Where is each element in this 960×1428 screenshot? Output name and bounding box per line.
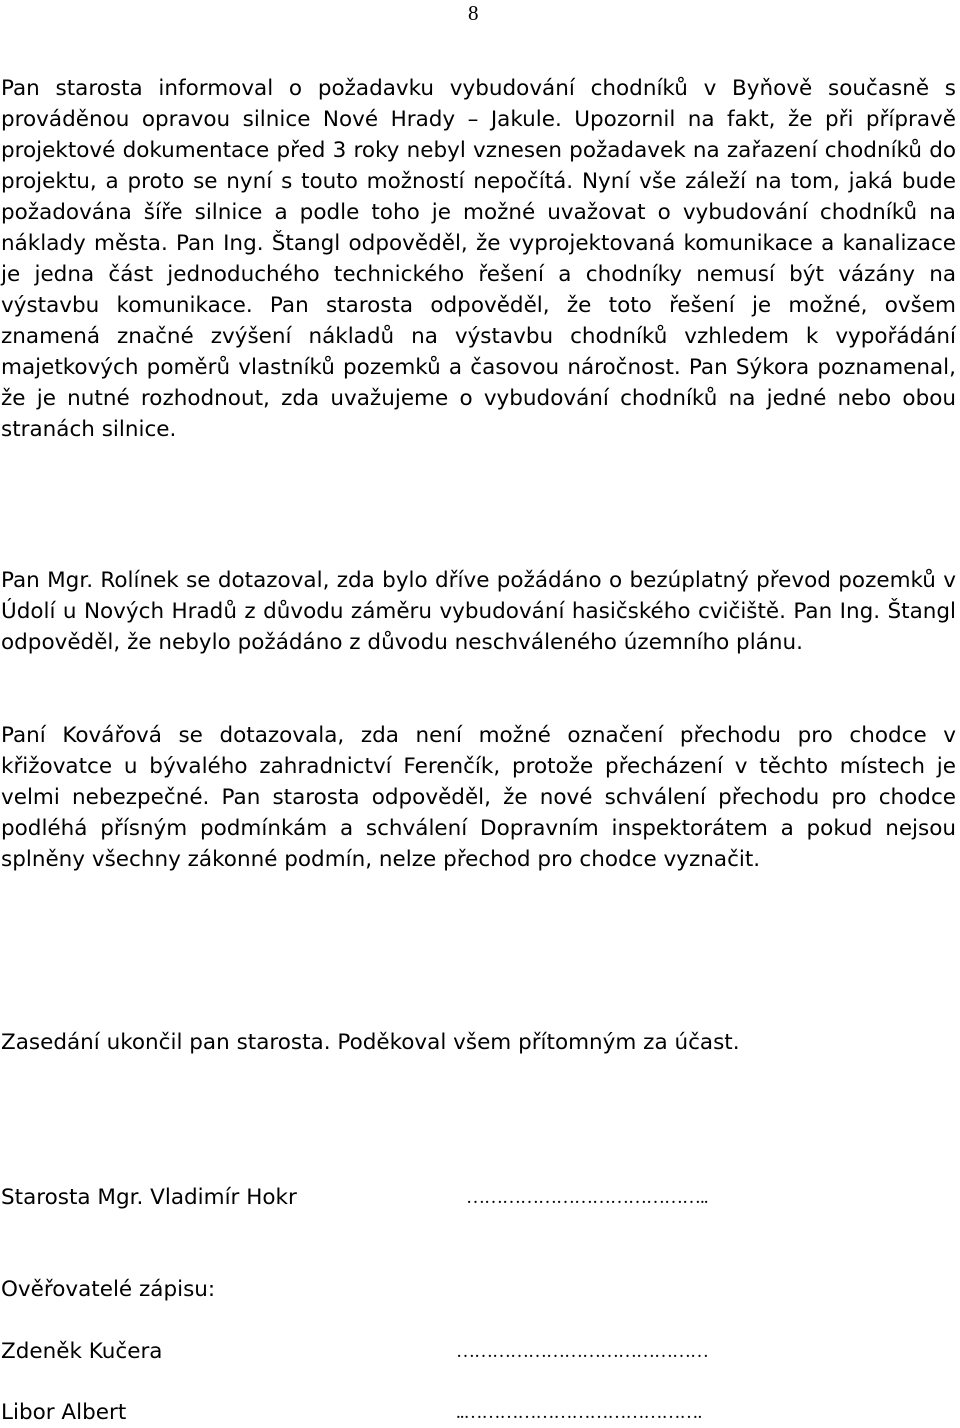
- page-number: 8: [468, 1, 479, 25]
- verifier-name-2: Libor Albert: [1, 1400, 127, 1425]
- verifiers-heading: Ověřovatelé zápisu:: [1, 1277, 216, 1302]
- verifier-name-1: Zdeněk Kučera: [1, 1339, 163, 1364]
- paragraph-sidewalks: Pan starosta informoval o požadavku vybudování chodníků v Byňově současně s prováděnou opravou silnice Nové Hrady – Jakule. Upozornil na fakt, že při přípravě projektové dokumentace před 3 roky nebyl vznesen požadavek na zařazení chodníků do projektu, a proto se nyní s touto možností nepočítá. Nyní vše záleží na tom, jaká bude požadována šíře silnice a podle toho je možné uvažovat o vybudování chodníků na náklady města. Pan Ing. Štangl odpověděl, že vyprojektovaná komunikace a kanalizace je jedna část jednoduchého technického řešení a chodníky nemusí být vázány na výstavbu komunikace. Pan starosta odpověděl, že toto řešení je možné, ovšem znamená značné zvýšení nákladů na výstavbu chodníků vzhledem k vypořádání majetkových poměrů vlastníků pozemků a časovou náročnost. Pan Sýkora poznamenal, že je nutné rozhodnout, zda uvažujeme o vybudování chodníků na jedné nebo obou stranách silnice.: [1, 76, 956, 442]
- verifier-signature-line-1: ……………………………………: [456, 1341, 708, 1362]
- verifier-signature-line-2: ..………………………………….: [456, 1402, 702, 1423]
- paragraph-crosswalk: Paní Kovářová se dotazovala, zda není možné označení přechodu pro chodce v křižovatce u bývalého zahradnictví Ferenčík, protože přecházení v těchto místech je velmi nebezpečné. Pan starosta odpověděl, že nové schválení přechodu pro chodce podléhá přísným podmínkám a schválení Dopravním inspektorátem a pokud nejsou splněny všechny zákonné podmín, nelze přechod pro chodce vyznačit.: [1, 723, 956, 872]
- paragraph-closing: Zasedání ukončil pan starosta. Poděkoval všem přítomným za účast.: [1, 1030, 740, 1055]
- paragraph-land-transfer: Pan Mgr. Rolínek se dotazoval, zda bylo dříve požádáno o bezúplatný převod pozemků v Údolí u Nových Hradů z důvodu záměru vybudování hasičského cvičiště. Pan Ing. Štangl odpověděl, že nebylo požádáno z důvodu neschváleného územního plánu.: [1, 568, 956, 655]
- mayor-signature-label: Starosta Mgr. Vladimír Hokr: [1, 1185, 297, 1210]
- mayor-signature-line: …………………………………..: [466, 1187, 708, 1208]
